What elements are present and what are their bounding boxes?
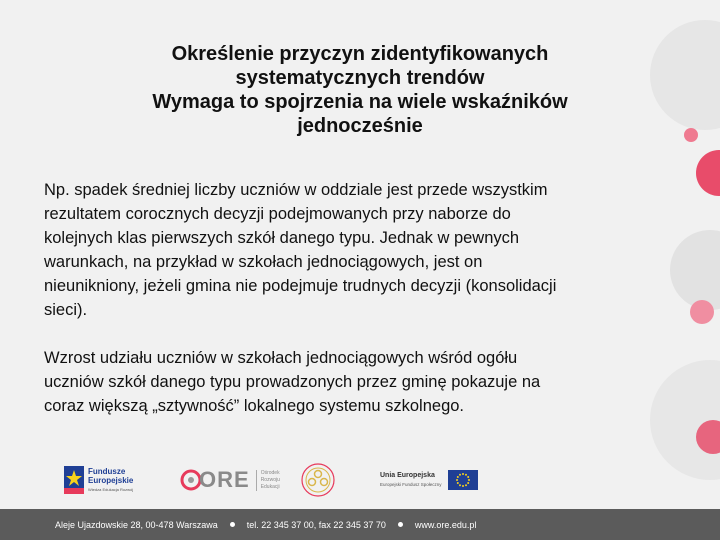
ore-sub-3: Edukacji: [260, 483, 280, 490]
ore-text: ORE: [199, 467, 250, 492]
fe-line-1: Fundusze: [88, 466, 126, 476]
decor-circle-top: [650, 20, 720, 130]
footer-separator-dot: [230, 522, 235, 527]
title-line-1: Określenie przyczyn zidentyfikowanych: [171, 43, 549, 65]
paragraph-1-line: rezultatem corocznych decyzji podejmowanych przy naborze do: [44, 205, 511, 223]
logo-unia-europejska: [380, 462, 478, 498]
ue-line-1: Unia Europejska: [380, 472, 435, 479]
logo-fundusze-europejskie: [64, 462, 133, 498]
paragraph-2-line: uczniów szkół danego typu prowadzonych przez gminę pokazuje na: [44, 373, 541, 391]
fe-line-3: Wiedza Edukacja Rozwój: [88, 486, 134, 492]
logo-seal: [300, 462, 336, 498]
title-line-3: Wymaga to spojrzenia na wiele wskaźników: [152, 91, 568, 113]
decor-circle-pink-small: [684, 128, 698, 142]
paragraph-1-line: kolejnych klas pierwszych szkół danego typu. Jednak w pewnych: [44, 229, 520, 247]
footer-phone: tel. 22 345 37 00, fax 22 345 37 70: [246, 519, 386, 530]
paragraph-2-line: Wzrost udziału uczniów w szkołach jednociągowych wśród ogółu: [44, 349, 518, 367]
seal-emblem-icon: [300, 462, 336, 498]
paragraph-2-line: coraz większą „sztywność” lokalnego systemu szkolnego.: [44, 397, 465, 415]
paragraph-1-line: warunkach, na przykład w szkołach jednociągowych, jest on: [44, 253, 483, 271]
logo-ore: [180, 462, 280, 498]
paragraph-2: [44, 346, 684, 418]
paragraph-1: [44, 178, 684, 322]
paragraph-1-line: sieci).: [44, 301, 88, 319]
logo-bar: [0, 462, 720, 502]
paragraph-1-line: nieunikniony, jeżeli gmina nie podejmuje trudnych decyzji (konsolidacji: [44, 277, 557, 295]
fe-line-2: Europejskie: [88, 475, 134, 485]
title-line-4: jednocześnie: [297, 115, 423, 137]
decor-circle-pink-large: [696, 150, 720, 196]
ore-sub-1: Ośrodek: [260, 469, 280, 476]
footer-separator-dot: [398, 522, 403, 527]
decor-circle-pink-mid: [690, 300, 714, 324]
title-line-2: systematycznych trendów: [235, 67, 485, 89]
footer-bar: [0, 509, 720, 540]
footer-address: Aleje Ujazdowskie 28, 00-478 Warszawa: [55, 519, 218, 530]
footer-website[interactable]: www.ore.edu.pl: [414, 519, 477, 530]
slide-title: [80, 42, 640, 138]
paragraph-1-line: Np. spadek średniej liczby uczniów w oddziale jest przede wszystkim: [44, 181, 548, 199]
eu-flag-icon: [448, 470, 478, 490]
fe-star-icon: [64, 466, 84, 494]
ore-sub-2: Rozwoju: [260, 476, 280, 483]
ue-line-2: Europejski Fundusz Społeczny: [380, 482, 442, 487]
